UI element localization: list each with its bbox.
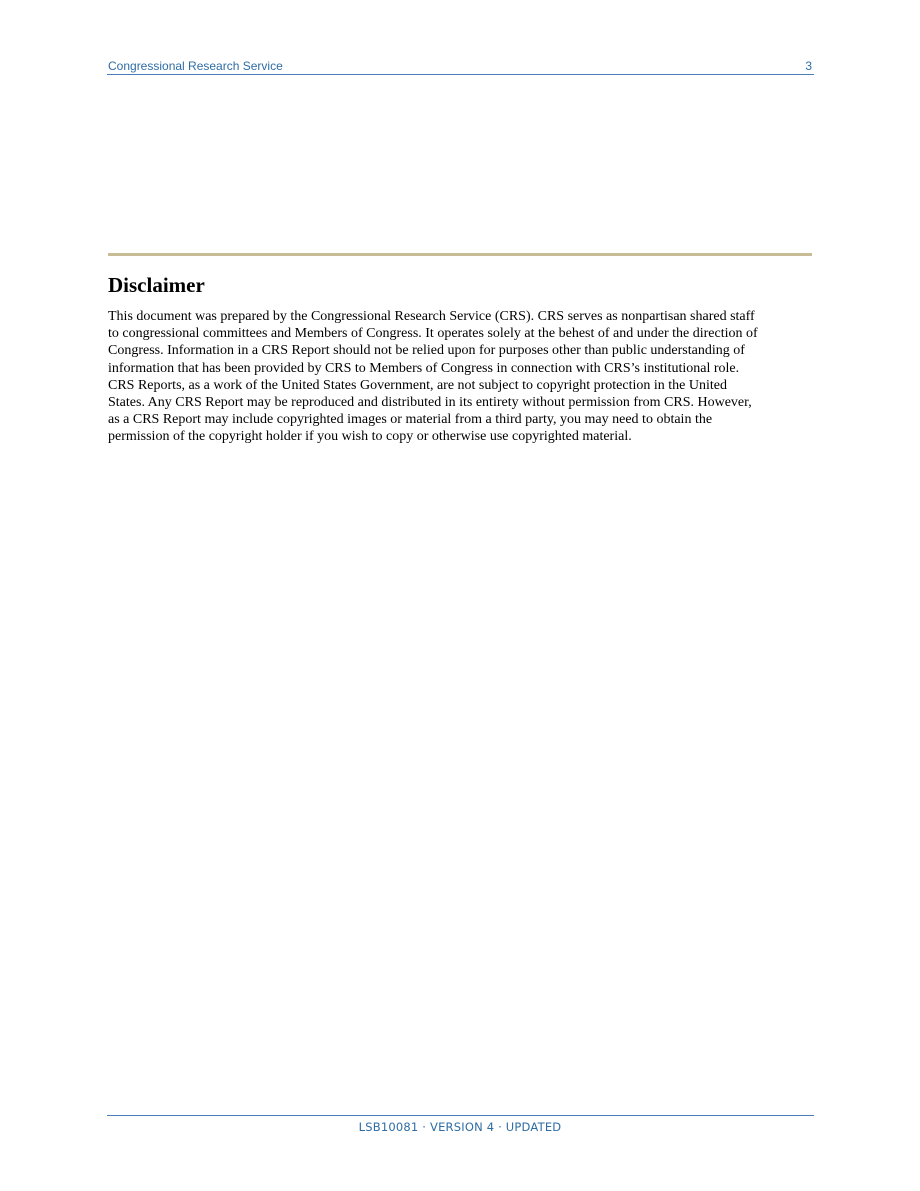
- disclaimer-line: This document was prepared by the Congressional Research Service (CRS). CRS serves as nonpartisan shared staff: [108, 309, 755, 324]
- section-divider: [108, 253, 812, 256]
- disclaimer-line: Congress. Information in a CRS Report should not be relied upon for purposes other than public understanding of: [108, 343, 745, 359]
- disclaimer-heading: Disclaimer: [108, 273, 205, 297]
- disclaimer-paragraph: [108, 308, 814, 446]
- header-page-number: 3: [805, 59, 812, 73]
- disclaimer-line: CRS Reports, as a work of the United States Government, are not subject to copyright protection in the United: [108, 377, 727, 393]
- header-organization: Congressional Research Service: [108, 59, 283, 73]
- footer-document-id: LSB10081 · VERSION 4 · UPDATED: [358, 1120, 562, 1134]
- disclaimer-line: States. Any CRS Report may be reproduced and distributed in its entirety without permission from CRS. However,: [108, 395, 752, 411]
- disclaimer-line: as a CRS Report may include copyrighted images or material from a third party, you may need to obtain the: [108, 412, 713, 428]
- page-header: [107, 58, 814, 75]
- disclaimer-line: to congressional committees and Members of Congress. It operates solely at the behest of and under the direction of: [108, 326, 758, 342]
- footer-divider: [107, 1115, 814, 1116]
- disclaimer-line: permission of the copyright holder if you wish to copy or otherwise use copyrighted material.: [108, 429, 632, 445]
- disclaimer-line: information that has been provided by CRS to Members of Congress in connection with CRS’s institutional role.: [108, 360, 740, 376]
